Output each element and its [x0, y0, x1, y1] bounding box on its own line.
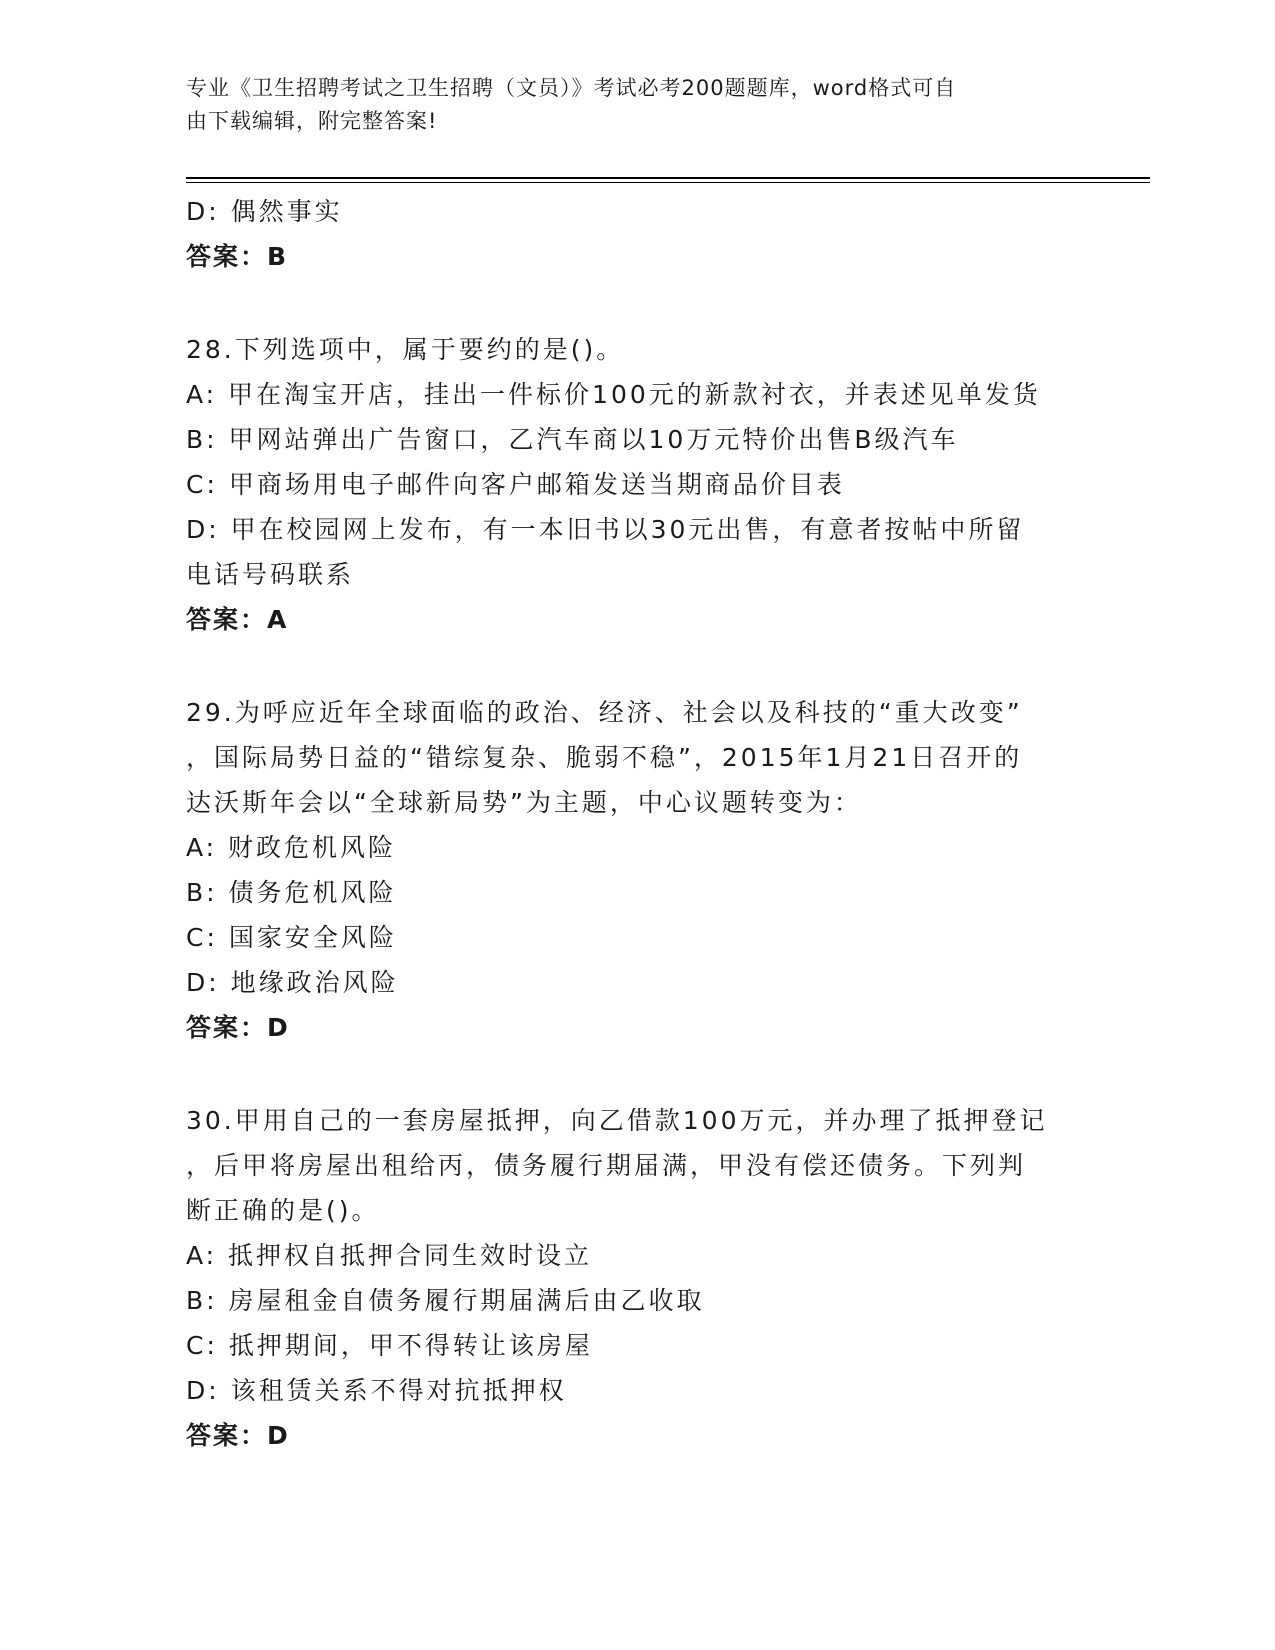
question-stem-continuation: ，后甲将房屋出租给丙，债务履行期届满，甲没有偿还债务。下列判: [186, 1151, 1027, 1180]
header-line-2: 由下载编辑，附完整答案!: [186, 109, 438, 133]
page-header: [186, 72, 1086, 138]
option-c: C: 甲商场用电子邮件向客户邮箱发送当期商品价目表: [186, 470, 845, 499]
option-c: C: 国家安全风险: [186, 923, 397, 952]
spacer: [186, 1050, 1086, 1098]
header-line-1: 专业《卫生招聘考试之卫生招聘（文员）》考试必考200题题库，word格式可自: [186, 76, 957, 100]
spacer: [186, 279, 1086, 327]
option-d: D: 偶然事实: [186, 197, 343, 226]
question-stem-continuation: ，国际局势日益的“错综复杂、脆弱不稳”，2015年1月21日召开的: [186, 743, 1023, 772]
option-d: D: 该租赁关系不得对抗抵押权: [186, 1376, 567, 1405]
option-b: B: 甲网站弹出广告窗口，乙汽车商以10万元特价出售B级汽车: [186, 425, 959, 454]
option-d: D: 甲在校园网上发布，有一本旧书以30元出售，有意者按帖中所留: [186, 515, 1025, 544]
previous-question-tail: [186, 189, 1086, 279]
option-c: C: 抵押期间，甲不得转让该房屋: [186, 1331, 593, 1360]
option-d-continuation: 电话号码联系: [186, 560, 355, 589]
option-b: B: 房屋租金自债务履行期届满后由乙收取: [186, 1286, 705, 1315]
option-d: D: 地缘政治风险: [186, 968, 399, 997]
question-29: [186, 690, 1086, 1050]
option-a: A: 甲在淘宝开店，挂出一件标价100元的新款衬衣，并表述见单发货: [186, 380, 1041, 409]
answer-line: 答案：D: [186, 1013, 290, 1042]
option-a: A: 抵押权自抵押合同生效时设立: [186, 1241, 593, 1270]
question-stem-continuation: 达沃斯年会以“全球新局势”为主题，中心议题转变为：: [186, 788, 862, 817]
question-stem: 28.下列选项中，属于要约的是()。: [186, 335, 625, 364]
answer-line: 答案：D: [186, 1421, 290, 1450]
question-stem: 30.甲用自己的一套房屋抵押，向乙借款100万元，并办理了抵押登记: [186, 1106, 1048, 1135]
answer-line: 答案：A: [186, 605, 289, 634]
option-a: A: 财政危机风险: [186, 833, 397, 862]
question-30: [186, 1098, 1086, 1458]
answer-line: 答案：B: [186, 242, 289, 271]
question-content: [186, 189, 1086, 1458]
option-b: B: 债务危机风险: [186, 878, 397, 907]
question-stem-continuation: 断正确的是()。: [186, 1196, 380, 1225]
question-28: [186, 327, 1086, 642]
spacer: [186, 642, 1086, 690]
question-stem: 29.为呼应近年全球面临的政治、经济、社会以及科技的“重大改变”: [186, 698, 1023, 727]
header-divider-thin: [186, 182, 1150, 183]
header-divider-thick: [186, 177, 1150, 179]
